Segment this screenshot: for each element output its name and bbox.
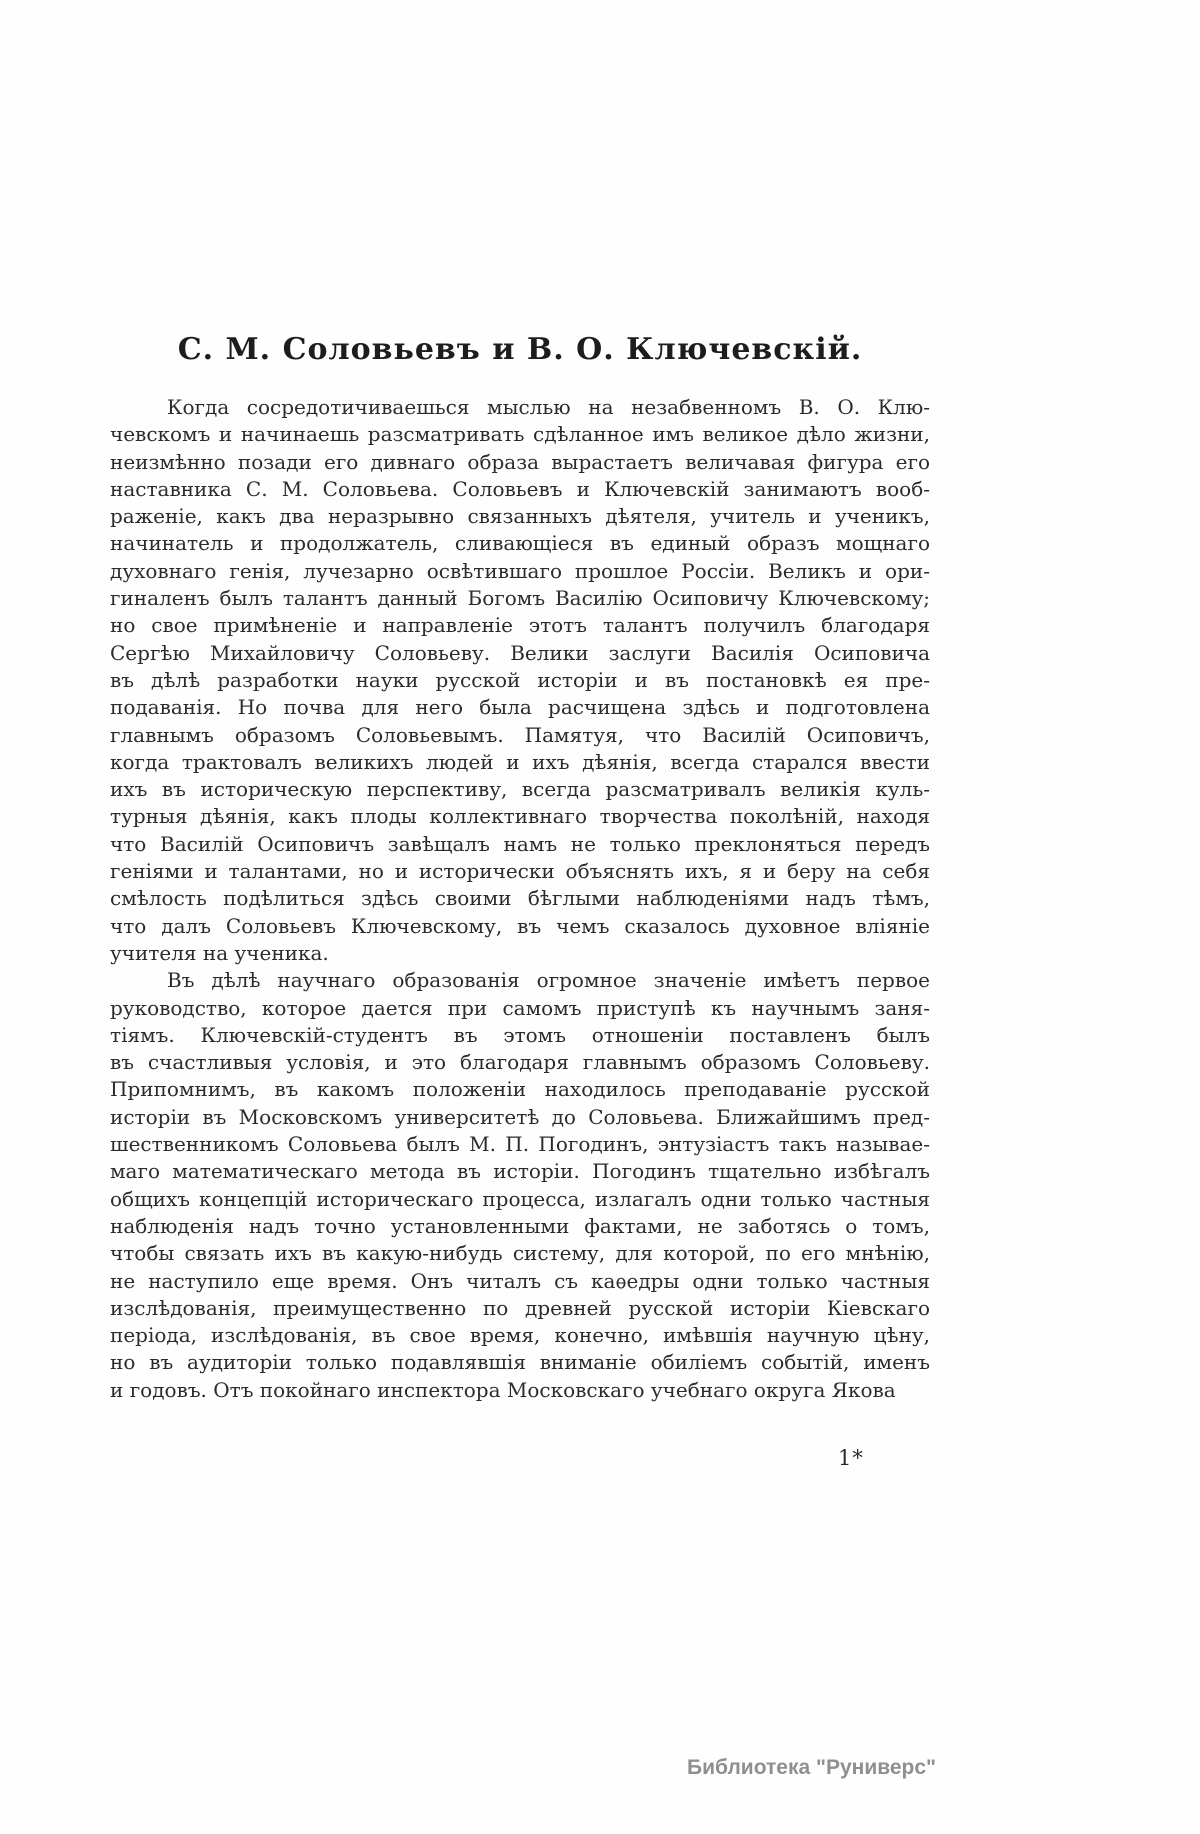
text-line: шественникомъ Соловьева былъ М. П. Погодинъ, энтузіастъ такъ называе- (110, 1132, 930, 1157)
text-line: подаванія. Но почва для него была расчищена здѣсь и подготовлена (110, 695, 930, 720)
text-line: періода, изслѣдованія, въ свое время, конечно, имѣвшія научную цѣну, (110, 1323, 930, 1348)
text-line: что далъ Соловьевъ Ключевскому, въ чемъ сказалось духовное вліяніе (110, 913, 930, 938)
text-line: Припомнимъ, въ какомъ положеніи находилось преподаваніе русской (110, 1077, 930, 1102)
text-line: маго математическаго метода въ исторіи. Погодинъ тщательно избѣгалъ (110, 1159, 930, 1184)
signature-mark: 1* (838, 1446, 864, 1470)
text-line: тіямъ. Ключевскій-студентъ въ этомъ отношеніи поставленъ былъ (110, 1022, 930, 1047)
text-line: главнымъ образомъ Соловьевымъ. Памятуя, что Василій Осиповичъ, (110, 722, 930, 747)
text-line: Когда сосредотичиваешься мыслью на незабвенномъ В. О. Клю- (167, 395, 930, 419)
text-line: чтобы связать ихъ въ какую-нибудь систему, для которой, по его мнѣнію, (110, 1241, 930, 1266)
paragraph-2 (110, 967, 930, 1404)
library-watermark: Библиотека "Руниверс" (687, 1756, 937, 1779)
text-line: изслѣдованія, преимущественно по древней русской исторіи Кіевскаго (110, 1295, 930, 1320)
text-line: наблюденія надъ точно установленными фактами, не заботясь о томъ, (110, 1213, 930, 1238)
text-line: ихъ въ историческую перспективу, всегда разсматривалъ великія куль- (110, 777, 930, 802)
text-line: геніями и талантами, но и исторически объяснять ихъ, я и беру на себя (110, 859, 930, 884)
text-line: Сергѣю Михайловичу Соловьеву. Велики заслуги Василія Осиповича (110, 640, 930, 665)
text-line: когда трактовалъ великихъ людей и ихъ дѣянія, всегда старался ввести (110, 749, 930, 774)
text-line: въ счастливыя условія, и это благодаря главнымъ образомъ Соловьеву. (110, 1050, 930, 1075)
text-line: исторіи въ Московскомъ университетѣ до Соловьева. Ближайшимъ пред- (110, 1104, 930, 1129)
text-line: Въ дѣлѣ научнаго образованія огромное значеніе имѣетъ первое (167, 968, 930, 993)
text-line: не наступило еще время. Онъ читалъ съ каѳедры одни только частныя (110, 1268, 930, 1293)
text-line: общихъ концепцій историческаго процесса, излагалъ одни только частныя (110, 1186, 930, 1211)
text-line: наставника С. М. Соловьева. Соловьевъ и Ключевскій занимаютъ вооб- (110, 476, 930, 501)
text-line: что Василій Осиповичъ завѣщалъ намъ не только преклоняться передъ (110, 831, 930, 856)
text-line: учителя на ученика. (110, 940, 329, 965)
text-line: руководство, которое дается при самомъ приступѣ къ научнымъ заня- (110, 995, 930, 1020)
text-line: турныя дѣянія, какъ плоды коллективнаго творчества поколѣній, находя (110, 804, 930, 829)
text-line: неизмѣнно позади его дивнаго образа вырастаетъ величавая фигура его (110, 449, 930, 474)
text-line: и годовъ. Отъ покойнаго инспектора Московскаго учебнаго округа Якова (110, 1377, 896, 1402)
text-line: смѣлость подѣлиться здѣсь своими бѣглыми наблюденіями надъ тѣмъ, (110, 886, 930, 911)
text-line: но свое примѣненіе и направленіе этотъ талантъ получилъ благодаря (110, 613, 930, 638)
text-line: чевскомъ и начинаешь разсматривать сдѣланное имъ великое дѣло жизни, (110, 422, 930, 447)
text-line: духовнаго генія, лучезарно освѣтившаго прошлое Россіи. Великъ и ори- (110, 558, 930, 583)
paragraph-1 (110, 394, 930, 967)
text-line: въ дѣлѣ разработки науки русской исторіи и въ постановкѣ ея пре- (110, 667, 930, 692)
text-line: но въ аудиторіи только подавлявшія вниманіе обиліемъ событій, именъ (110, 1350, 930, 1375)
text-line: раженіе, какъ два неразрывно связанныхъ дѣятеля, учитель и ученикъ, (110, 504, 930, 529)
text-line: начинатель и продолжатель, сливающіеся въ единый образъ мощнаго (110, 531, 930, 556)
page-title: С. М. Соловьевъ и В. О. Ключевскій. (177, 332, 863, 367)
text-line: гиналенъ былъ талантъ данный Богомъ Василію Осиповичу Ключевскому; (110, 586, 930, 611)
document-body (110, 394, 930, 1404)
